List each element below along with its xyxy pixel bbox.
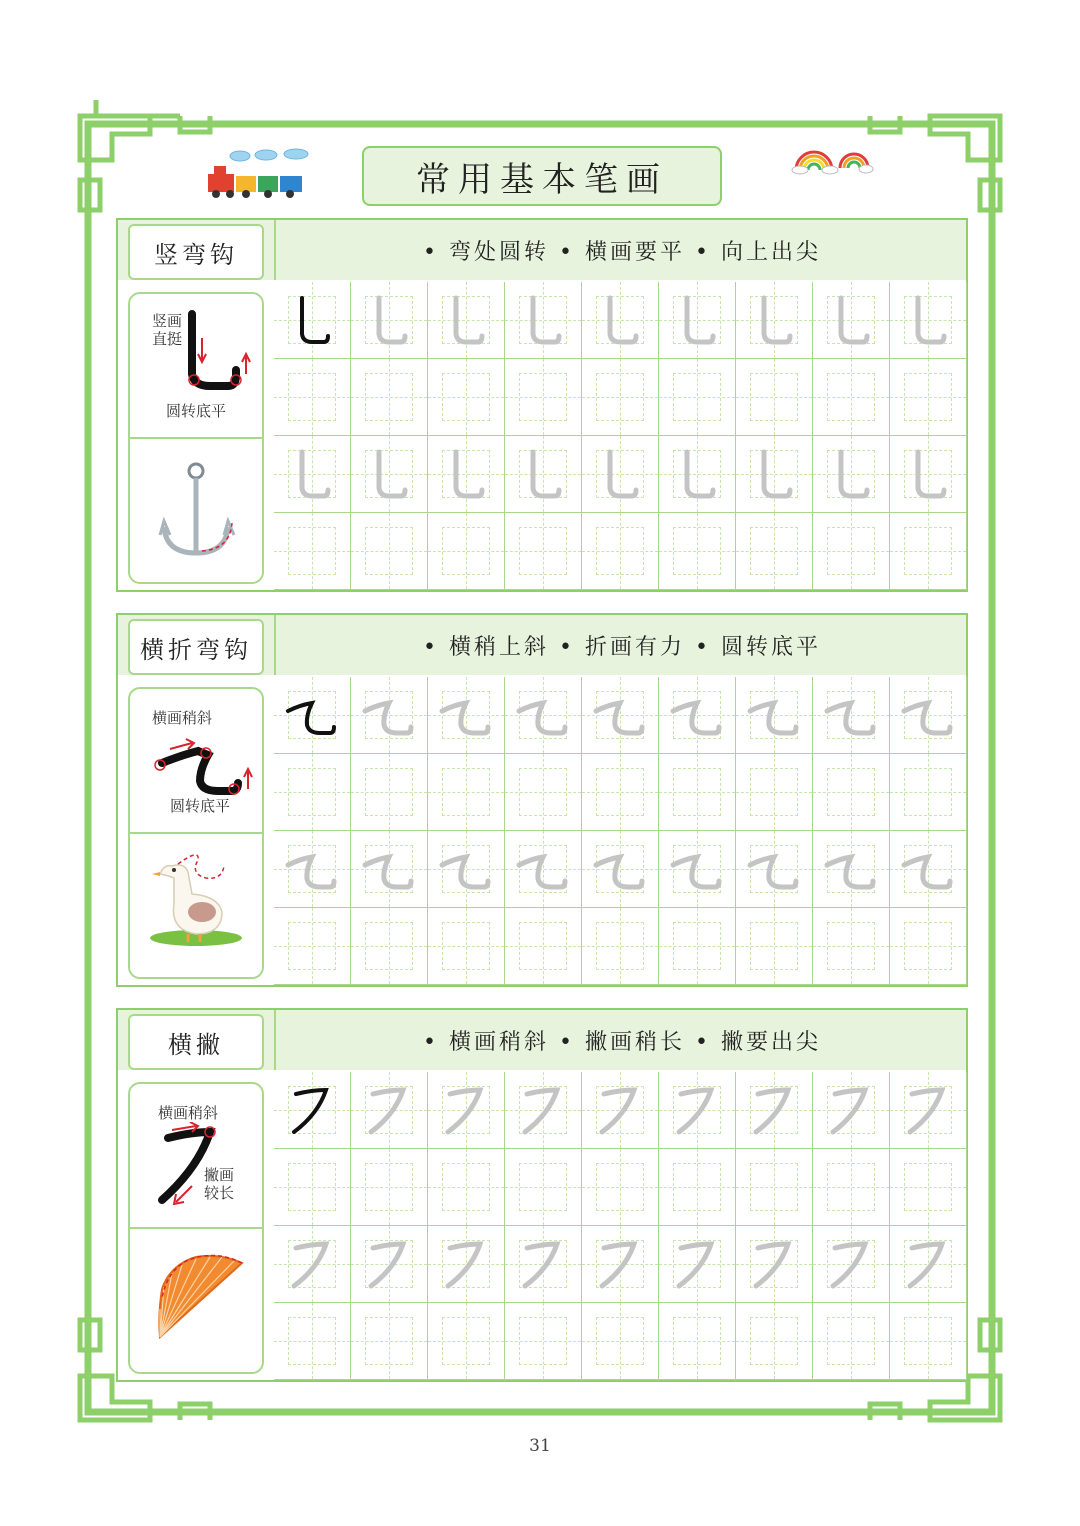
practice-cell[interactable] (659, 1226, 736, 1303)
guide-line (827, 373, 875, 421)
practice-cell[interactable] (813, 1072, 890, 1149)
trace-stroke-glyph (582, 436, 659, 513)
guide-line (750, 922, 798, 970)
trace-stroke-glyph (659, 1226, 736, 1303)
practice-cell[interactable] (890, 908, 967, 985)
guide-line (673, 527, 721, 575)
trace-stroke-glyph (428, 436, 505, 513)
practice-cell[interactable] (736, 513, 813, 590)
guide-line (750, 768, 798, 816)
trace-stroke-glyph (582, 677, 659, 754)
guide-line (365, 768, 413, 816)
practice-cell[interactable] (505, 1226, 582, 1303)
practice-cell[interactable] (659, 282, 736, 359)
trace-stroke-glyph (659, 282, 736, 359)
guide-line (596, 373, 644, 421)
stroke-note-1: 横画稍斜 (158, 1104, 219, 1122)
trace-stroke-glyph (659, 831, 736, 908)
guide-line (519, 1317, 567, 1365)
practice-cell[interactable] (582, 282, 659, 359)
trace-stroke-glyph (736, 436, 813, 513)
practice-grid (274, 282, 966, 590)
practice-cell[interactable] (351, 831, 428, 908)
guide-line (827, 1163, 875, 1211)
practice-cell[interactable] (813, 1226, 890, 1303)
guide-line (442, 373, 490, 421)
guide-line (673, 1163, 721, 1211)
guide-line (519, 768, 567, 816)
practice-cell[interactable] (890, 436, 967, 513)
stroke-name: 横撇 (128, 1014, 264, 1070)
guide-line (288, 1317, 336, 1365)
trace-stroke-glyph (351, 1226, 428, 1303)
guide-line (673, 768, 721, 816)
practice-cell[interactable] (890, 1303, 967, 1380)
guide-line (673, 922, 721, 970)
practice-cell[interactable] (582, 1226, 659, 1303)
practice-cell[interactable] (659, 1149, 736, 1226)
page-number: 31 (529, 1436, 551, 1456)
practice-cell[interactable] (659, 908, 736, 985)
practice-cell[interactable] (736, 1072, 813, 1149)
practice-cell[interactable] (274, 436, 351, 513)
practice-cell[interactable] (659, 436, 736, 513)
practice-cell[interactable] (813, 282, 890, 359)
trace-stroke-glyph (659, 436, 736, 513)
guide-line (519, 1163, 567, 1211)
practice-cell[interactable] (813, 831, 890, 908)
trace-stroke-glyph (428, 282, 505, 359)
practice-cell[interactable] (736, 282, 813, 359)
practice-cell[interactable] (274, 1149, 351, 1226)
practice-cell[interactable] (582, 1149, 659, 1226)
trace-stroke-glyph (351, 831, 428, 908)
practice-cell[interactable] (582, 1303, 659, 1380)
practice-cell[interactable] (428, 1149, 505, 1226)
trace-stroke-glyph (505, 1072, 582, 1149)
trace-stroke-glyph (890, 1226, 967, 1303)
trace-stroke-glyph (736, 1226, 813, 1303)
practice-cell[interactable] (813, 513, 890, 590)
trace-stroke-glyph (428, 677, 505, 754)
practice-cell[interactable] (351, 1149, 428, 1226)
guide-line (365, 1317, 413, 1365)
stroke-name: 竖弯钩 (128, 224, 264, 280)
guide-line (904, 768, 952, 816)
practice-cell[interactable] (351, 677, 428, 754)
stroke-demo (130, 294, 262, 437)
practice-cell[interactable] (428, 1303, 505, 1380)
trace-stroke-glyph (890, 436, 967, 513)
stroke-name: 横折弯钩 (128, 619, 264, 675)
guide-line (288, 527, 336, 575)
practice-cell[interactable] (351, 1072, 428, 1149)
guide-line (365, 1163, 413, 1211)
practice-cell[interactable] (582, 754, 659, 831)
practice-cell[interactable] (582, 513, 659, 590)
practice-cell[interactable] (428, 908, 505, 985)
trace-stroke-glyph (582, 1226, 659, 1303)
practice-cell[interactable] (813, 359, 890, 436)
practice-cell[interactable] (813, 908, 890, 985)
guide-line (596, 922, 644, 970)
practice-cell[interactable] (890, 754, 967, 831)
trace-stroke-glyph (813, 282, 890, 359)
practice-cell[interactable] (274, 513, 351, 590)
trace-stroke-glyph (813, 677, 890, 754)
model-stroke-glyph (274, 1072, 351, 1149)
trace-stroke-glyph (890, 677, 967, 754)
guide-line (596, 527, 644, 575)
practice-cell[interactable] (890, 1226, 967, 1303)
train-icon (204, 146, 316, 202)
practice-cell[interactable] (813, 1303, 890, 1380)
fan-icon (130, 1229, 262, 1372)
guide-line (827, 922, 875, 970)
stroke-illustration-panel (128, 292, 264, 584)
trace-stroke-glyph (890, 1072, 967, 1149)
section-header (118, 220, 966, 280)
trace-stroke-glyph (428, 1226, 505, 1303)
trace-stroke-glyph (736, 1072, 813, 1149)
goose-icon (130, 834, 262, 977)
guide-line (288, 1163, 336, 1211)
model-stroke-glyph (274, 282, 351, 359)
practice-cell[interactable] (736, 436, 813, 513)
page-title: 常用基本笔画 (362, 146, 722, 206)
cloud-icon (230, 149, 308, 161)
practice-cell[interactable] (659, 1072, 736, 1149)
guide-line (519, 373, 567, 421)
practice-cell[interactable] (428, 831, 505, 908)
practice-cell[interactable] (505, 513, 582, 590)
practice-cell[interactable] (659, 359, 736, 436)
practice-cell[interactable] (736, 677, 813, 754)
guide-line (673, 1317, 721, 1365)
stroke-note-2: 撇画较长 (204, 1166, 235, 1202)
rainbow-icon (790, 140, 874, 176)
practice-cell[interactable] (428, 754, 505, 831)
practice-cell[interactable] (274, 359, 351, 436)
practice-cell[interactable] (274, 1226, 351, 1303)
stroke-tips: • 横稍上斜 • 折画有力 • 圆转底平 (274, 615, 968, 675)
practice-cell[interactable] (428, 436, 505, 513)
guide-line (904, 373, 952, 421)
guide-line (750, 373, 798, 421)
practice-cell[interactable] (428, 677, 505, 754)
trace-stroke-glyph (351, 436, 428, 513)
practice-cell[interactable] (659, 677, 736, 754)
practice-cell[interactable] (582, 908, 659, 985)
stroke-note-2: 圆转底平 (170, 797, 231, 815)
section-shu-wan-gou (116, 218, 968, 592)
practice-cell[interactable] (890, 831, 967, 908)
model-stroke-glyph (274, 677, 351, 754)
guide-line (519, 527, 567, 575)
stroke-demo (130, 1084, 262, 1227)
practice-cell[interactable] (428, 359, 505, 436)
trace-stroke-glyph (736, 831, 813, 908)
practice-cell[interactable] (274, 1303, 351, 1380)
practice-cell[interactable] (890, 513, 967, 590)
trace-stroke-glyph (505, 831, 582, 908)
practice-cell[interactable] (505, 754, 582, 831)
guide-line (827, 1317, 875, 1365)
trace-stroke-glyph (736, 677, 813, 754)
practice-cell[interactable] (505, 908, 582, 985)
guide-line (288, 922, 336, 970)
practice-cell[interactable] (582, 1072, 659, 1149)
guide-line (750, 527, 798, 575)
practice-cell[interactable] (351, 1226, 428, 1303)
practice-cell[interactable] (505, 831, 582, 908)
practice-cell[interactable] (428, 282, 505, 359)
guide-line (442, 527, 490, 575)
trace-stroke-glyph (505, 436, 582, 513)
guide-line (750, 1317, 798, 1365)
trace-stroke-glyph (274, 831, 351, 908)
guide-line (904, 1163, 952, 1211)
practice-cell[interactable] (659, 1303, 736, 1380)
guide-line (596, 1163, 644, 1211)
practice-cell[interactable] (736, 1149, 813, 1226)
section-header (118, 1010, 966, 1070)
practice-cell[interactable] (274, 754, 351, 831)
anchor-icon (130, 439, 262, 582)
practice-cell[interactable] (736, 754, 813, 831)
trace-stroke-glyph (274, 436, 351, 513)
practice-cell[interactable] (274, 282, 351, 359)
practice-cell[interactable] (505, 677, 582, 754)
practice-cell[interactable] (736, 908, 813, 985)
practice-cell[interactable] (582, 359, 659, 436)
practice-cell[interactable] (890, 359, 967, 436)
practice-cell[interactable] (505, 282, 582, 359)
section-heng-zhe-wan-gou (116, 613, 968, 987)
practice-grid (274, 677, 966, 985)
guide-line (442, 768, 490, 816)
stroke-tips: • 弯处圆转 • 横画要平 • 向上出尖 (274, 220, 968, 280)
practice-cell[interactable] (351, 436, 428, 513)
trace-stroke-glyph (351, 1072, 428, 1149)
practice-cell[interactable] (659, 754, 736, 831)
guide-line (673, 373, 721, 421)
guide-line (442, 1163, 490, 1211)
practice-cell[interactable] (813, 677, 890, 754)
practice-cell[interactable] (813, 1149, 890, 1226)
practice-cell[interactable] (505, 1149, 582, 1226)
practice-cell[interactable] (351, 513, 428, 590)
practice-cell[interactable] (582, 831, 659, 908)
trace-stroke-glyph (813, 831, 890, 908)
section-header (118, 615, 966, 675)
trace-stroke-glyph (813, 1226, 890, 1303)
practice-cell[interactable] (428, 513, 505, 590)
practice-cell[interactable] (659, 831, 736, 908)
trace-stroke-glyph (813, 436, 890, 513)
trace-stroke-glyph (659, 677, 736, 754)
guide-line (365, 373, 413, 421)
guide-line (827, 768, 875, 816)
guide-line (596, 768, 644, 816)
practice-cell[interactable] (428, 1072, 505, 1149)
shu-wan-gou-stroke-icon (180, 308, 260, 398)
practice-cell[interactable] (582, 436, 659, 513)
practice-cell[interactable] (505, 436, 582, 513)
stroke-note-2: 圆转底平 (166, 402, 227, 420)
practice-cell[interactable] (351, 282, 428, 359)
guide-line (519, 922, 567, 970)
trace-stroke-glyph (505, 1226, 582, 1303)
practice-cell[interactable] (274, 677, 351, 754)
stroke-illustration-panel (128, 687, 264, 979)
trace-stroke-glyph (890, 282, 967, 359)
guide-line (442, 1317, 490, 1365)
practice-cell[interactable] (505, 1072, 582, 1149)
guide-line (904, 527, 952, 575)
trace-stroke-glyph (351, 677, 428, 754)
trace-stroke-glyph (813, 1072, 890, 1149)
stroke-note-1: 横画稍斜 (152, 709, 213, 727)
guide-line (904, 922, 952, 970)
guide-line (904, 1317, 952, 1365)
heng-zhe-wan-gou-stroke-icon (148, 729, 258, 799)
trace-stroke-glyph (582, 282, 659, 359)
guide-line (596, 1317, 644, 1365)
practice-cell[interactable] (890, 677, 967, 754)
practice-grid (274, 1072, 966, 1380)
practice-cell[interactable] (274, 831, 351, 908)
practice-cell[interactable] (890, 1149, 967, 1226)
practice-cell[interactable] (428, 1226, 505, 1303)
section-heng-pie (116, 1008, 968, 1382)
guide-line (442, 922, 490, 970)
practice-cell[interactable] (274, 908, 351, 985)
stroke-note-1: 竖画直挺 (152, 312, 183, 348)
stroke-demo (130, 689, 262, 832)
stroke-tips: • 横画稍斜 • 撇画稍长 • 撇要出尖 (274, 1010, 968, 1070)
practice-cell[interactable] (736, 1303, 813, 1380)
practice-cell[interactable] (736, 831, 813, 908)
trace-stroke-glyph (274, 1226, 351, 1303)
practice-cell[interactable] (351, 359, 428, 436)
practice-cell[interactable] (505, 1303, 582, 1380)
trace-stroke-glyph (505, 677, 582, 754)
practice-cell[interactable] (890, 1072, 967, 1149)
practice-cell[interactable] (505, 359, 582, 436)
trace-stroke-glyph (582, 1072, 659, 1149)
practice-cell[interactable] (351, 1303, 428, 1380)
trace-stroke-glyph (428, 1072, 505, 1149)
guide-line (365, 922, 413, 970)
practice-cell[interactable] (813, 436, 890, 513)
practice-cell[interactable] (813, 754, 890, 831)
stroke-illustration-panel (128, 1082, 264, 1374)
practice-cell[interactable] (736, 359, 813, 436)
guide-line (750, 1163, 798, 1211)
guide-line (365, 527, 413, 575)
practice-cell[interactable] (274, 1072, 351, 1149)
trace-stroke-glyph (505, 282, 582, 359)
trace-stroke-glyph (582, 831, 659, 908)
trace-stroke-glyph (736, 282, 813, 359)
practice-cell[interactable] (736, 1226, 813, 1303)
practice-cell[interactable] (890, 282, 967, 359)
trace-stroke-glyph (351, 282, 428, 359)
practice-cell[interactable] (659, 513, 736, 590)
guide-line (288, 768, 336, 816)
trace-stroke-glyph (890, 831, 967, 908)
practice-cell[interactable] (351, 754, 428, 831)
practice-cell[interactable] (351, 908, 428, 985)
trace-stroke-glyph (428, 831, 505, 908)
trace-stroke-glyph (659, 1072, 736, 1149)
guide-line (827, 527, 875, 575)
practice-cell[interactable] (582, 677, 659, 754)
guide-line (288, 373, 336, 421)
